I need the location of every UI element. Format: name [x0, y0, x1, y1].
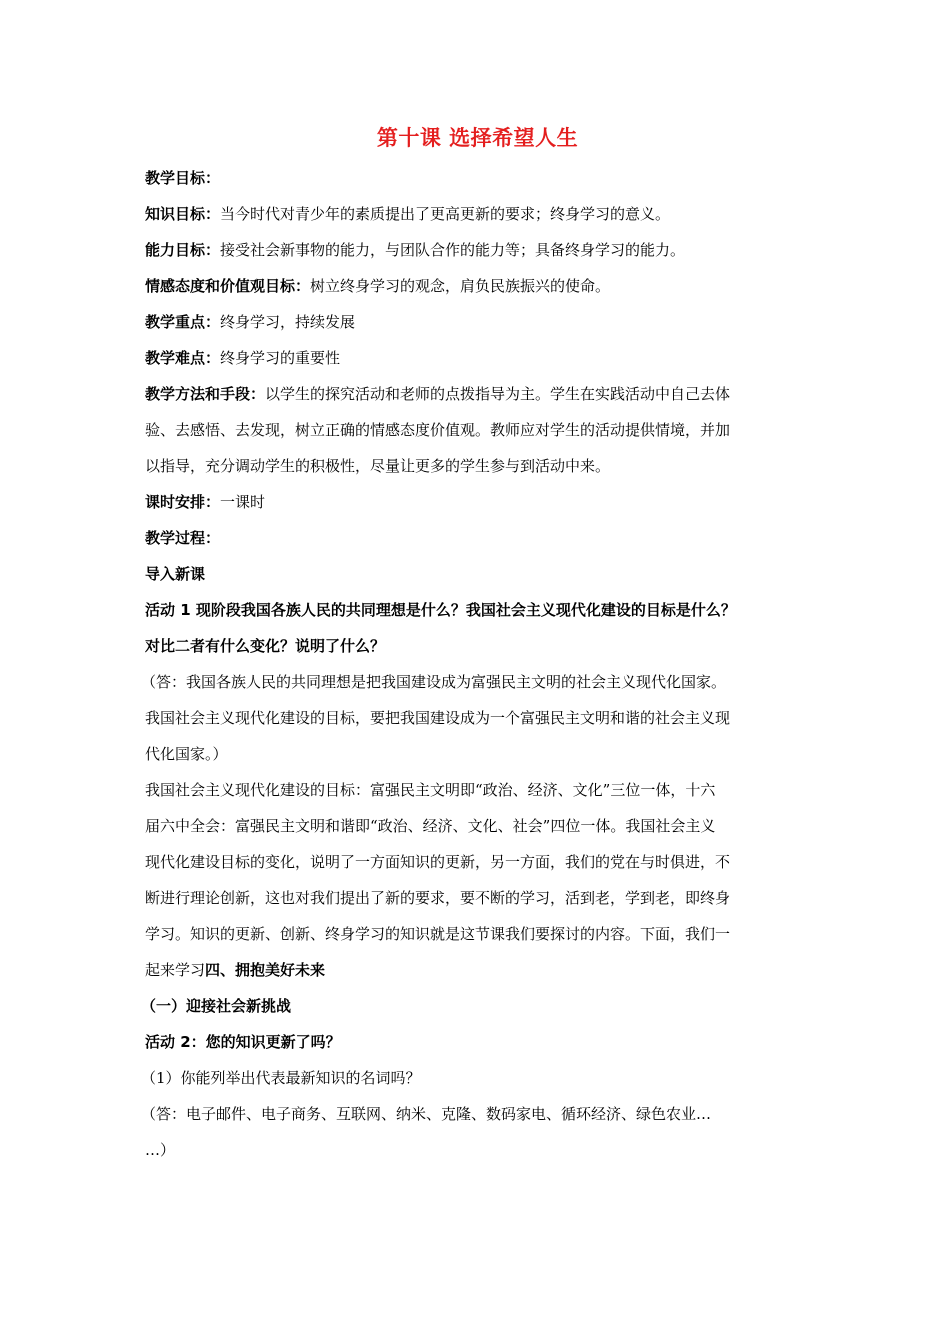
- page-title: 第十课 选择希望人生: [376, 126, 579, 150]
- ability-goal-label: 能力目标：: [145, 241, 221, 259]
- goal-heading-line: [145, 160, 810, 196]
- answer2-line-1: [141, 1096, 810, 1132]
- question1-text: （1）你能列举出代表最新知识的名词吗？: [141, 1069, 421, 1087]
- answer2-text-2: …）: [145, 1141, 176, 1159]
- schedule-text: 一课时: [220, 493, 266, 511]
- paragraph-line-1: [145, 772, 810, 808]
- activity1-question-1: 活动 1 现阶段我国各族人民的共同理想是什么？我国社会主义现代化建设的目标是什么？: [145, 601, 736, 619]
- paragraph-text-1: 我国社会主义现代化建设的目标：富强民主文明即“政治、经济、文化”三位一体，十六: [145, 781, 716, 799]
- answer1-line-2: [145, 700, 810, 736]
- activity2-heading-line: [145, 1024, 810, 1060]
- paragraph-line-5: [145, 916, 810, 952]
- question1-line: [141, 1060, 810, 1096]
- emotion-goal-text: 树立终身学习的观念，肩负民族振兴的使命。: [310, 277, 611, 295]
- teaching-difficulty-label: 教学难点：: [145, 349, 221, 367]
- ability-goal-line: [145, 232, 810, 268]
- teaching-method-label: 教学方法和手段：: [145, 385, 266, 403]
- section1-heading-line: [141, 988, 810, 1024]
- paragraph-text-4: 断进行理论创新，这也对我们提出了新的要求，要不断的学习，活到老，学到老，即终身: [145, 889, 731, 907]
- teaching-method-line-3: [145, 448, 810, 484]
- teaching-focus-text: 终身学习，持续发展: [220, 313, 356, 331]
- paragraph-text-3: 现代化建设目标的变化，说明了一方面知识的更新，另一方面，我们的党在与时俱进，不: [145, 853, 731, 871]
- teaching-method-text-2: 验、去感悟、去发现，树立正确的情感态度价值观。教师应对学生的活动提供情境，并加: [145, 421, 731, 439]
- teaching-method-text-1: 以学生的探究活动和老师的点拨指导为主。学生在实践活动中自己去体: [265, 385, 731, 403]
- knowledge-goal-label: 知识目标：: [145, 205, 221, 223]
- teaching-difficulty-text: 终身学习的重要性: [220, 349, 341, 367]
- paragraph-text-5: 学习。知识的更新、创新、终身学习的知识就是这节课我们要探讨的内容。下面，我们一: [145, 925, 731, 943]
- paragraph-line-2: [145, 808, 810, 844]
- answer1-text-3: 代化国家。）: [145, 745, 228, 763]
- paragraph-text-2: 届六中全会：富强民主文明和谐即“政治、经济、文化、社会”四位一体。我国社会主义: [145, 817, 716, 835]
- paragraph-text-6: 起来学习: [145, 961, 206, 979]
- ability-goal-text: 接受社会新事物的能力，与团队合作的能力等；具备终身学习的能力。: [220, 241, 686, 259]
- teaching-method-line-1: [145, 376, 810, 412]
- answer1-text-1: （答：我国各族人民的共同理想是把我国建设成为富强民主文明的社会主义现代化国家。: [141, 673, 727, 691]
- emotion-goal-label: 情感态度和价值观目标：: [145, 277, 311, 295]
- activity1-line-1: [145, 592, 810, 628]
- teaching-focus-label: 教学重点：: [145, 313, 221, 331]
- teaching-method-text-3: 以指导，充分调动学生的积极性，尽量让更多的学生参与到活动中来。: [145, 457, 611, 475]
- answer1-line-3: [145, 736, 810, 772]
- activity2-heading: 活动 2：您的知识更新了吗？: [145, 1033, 341, 1051]
- document-body: [141, 160, 810, 1168]
- schedule-label: 课时安排：: [145, 493, 221, 511]
- goal-heading: 教学目标：: [145, 169, 221, 187]
- paragraph-line-4: [145, 880, 810, 916]
- activity1-line-2: [145, 628, 810, 664]
- knowledge-goal-text: 当今时代对青少年的素质提出了更高更新的要求；终身学习的意义。: [220, 205, 671, 223]
- activity1-question-2: 对比二者有什么变化？说明了什么？: [145, 637, 386, 655]
- teaching-method-line-2: [145, 412, 810, 448]
- teaching-difficulty-line: [145, 340, 810, 376]
- intro-heading: 导入新课: [145, 565, 206, 583]
- answer1-line-1: [141, 664, 810, 700]
- emotion-goal-line: [145, 268, 810, 304]
- answer1-text-2: 我国社会主义现代化建设的目标，要把我国建设成为一个富强民主文明和谐的社会主义现: [145, 709, 731, 727]
- knowledge-goal-line: [145, 196, 810, 232]
- schedule-line: [145, 484, 810, 520]
- process-heading: 教学过程：: [145, 529, 221, 547]
- paragraph-line-6: [145, 952, 810, 988]
- teaching-focus-line: [145, 304, 810, 340]
- chapter-heading-inline: 四、拥抱美好未来: [205, 961, 326, 979]
- paragraph-line-3: [145, 844, 810, 880]
- answer2-text-1: （答：电子邮件、电子商务、互联网、纳米、克隆、数码家电、循环经济、绿色农业…: [141, 1105, 712, 1123]
- intro-heading-line: [145, 556, 810, 592]
- process-heading-line: [145, 520, 810, 556]
- section1-heading: （一）迎接社会新挑战: [141, 997, 292, 1015]
- answer2-line-2: [145, 1132, 810, 1168]
